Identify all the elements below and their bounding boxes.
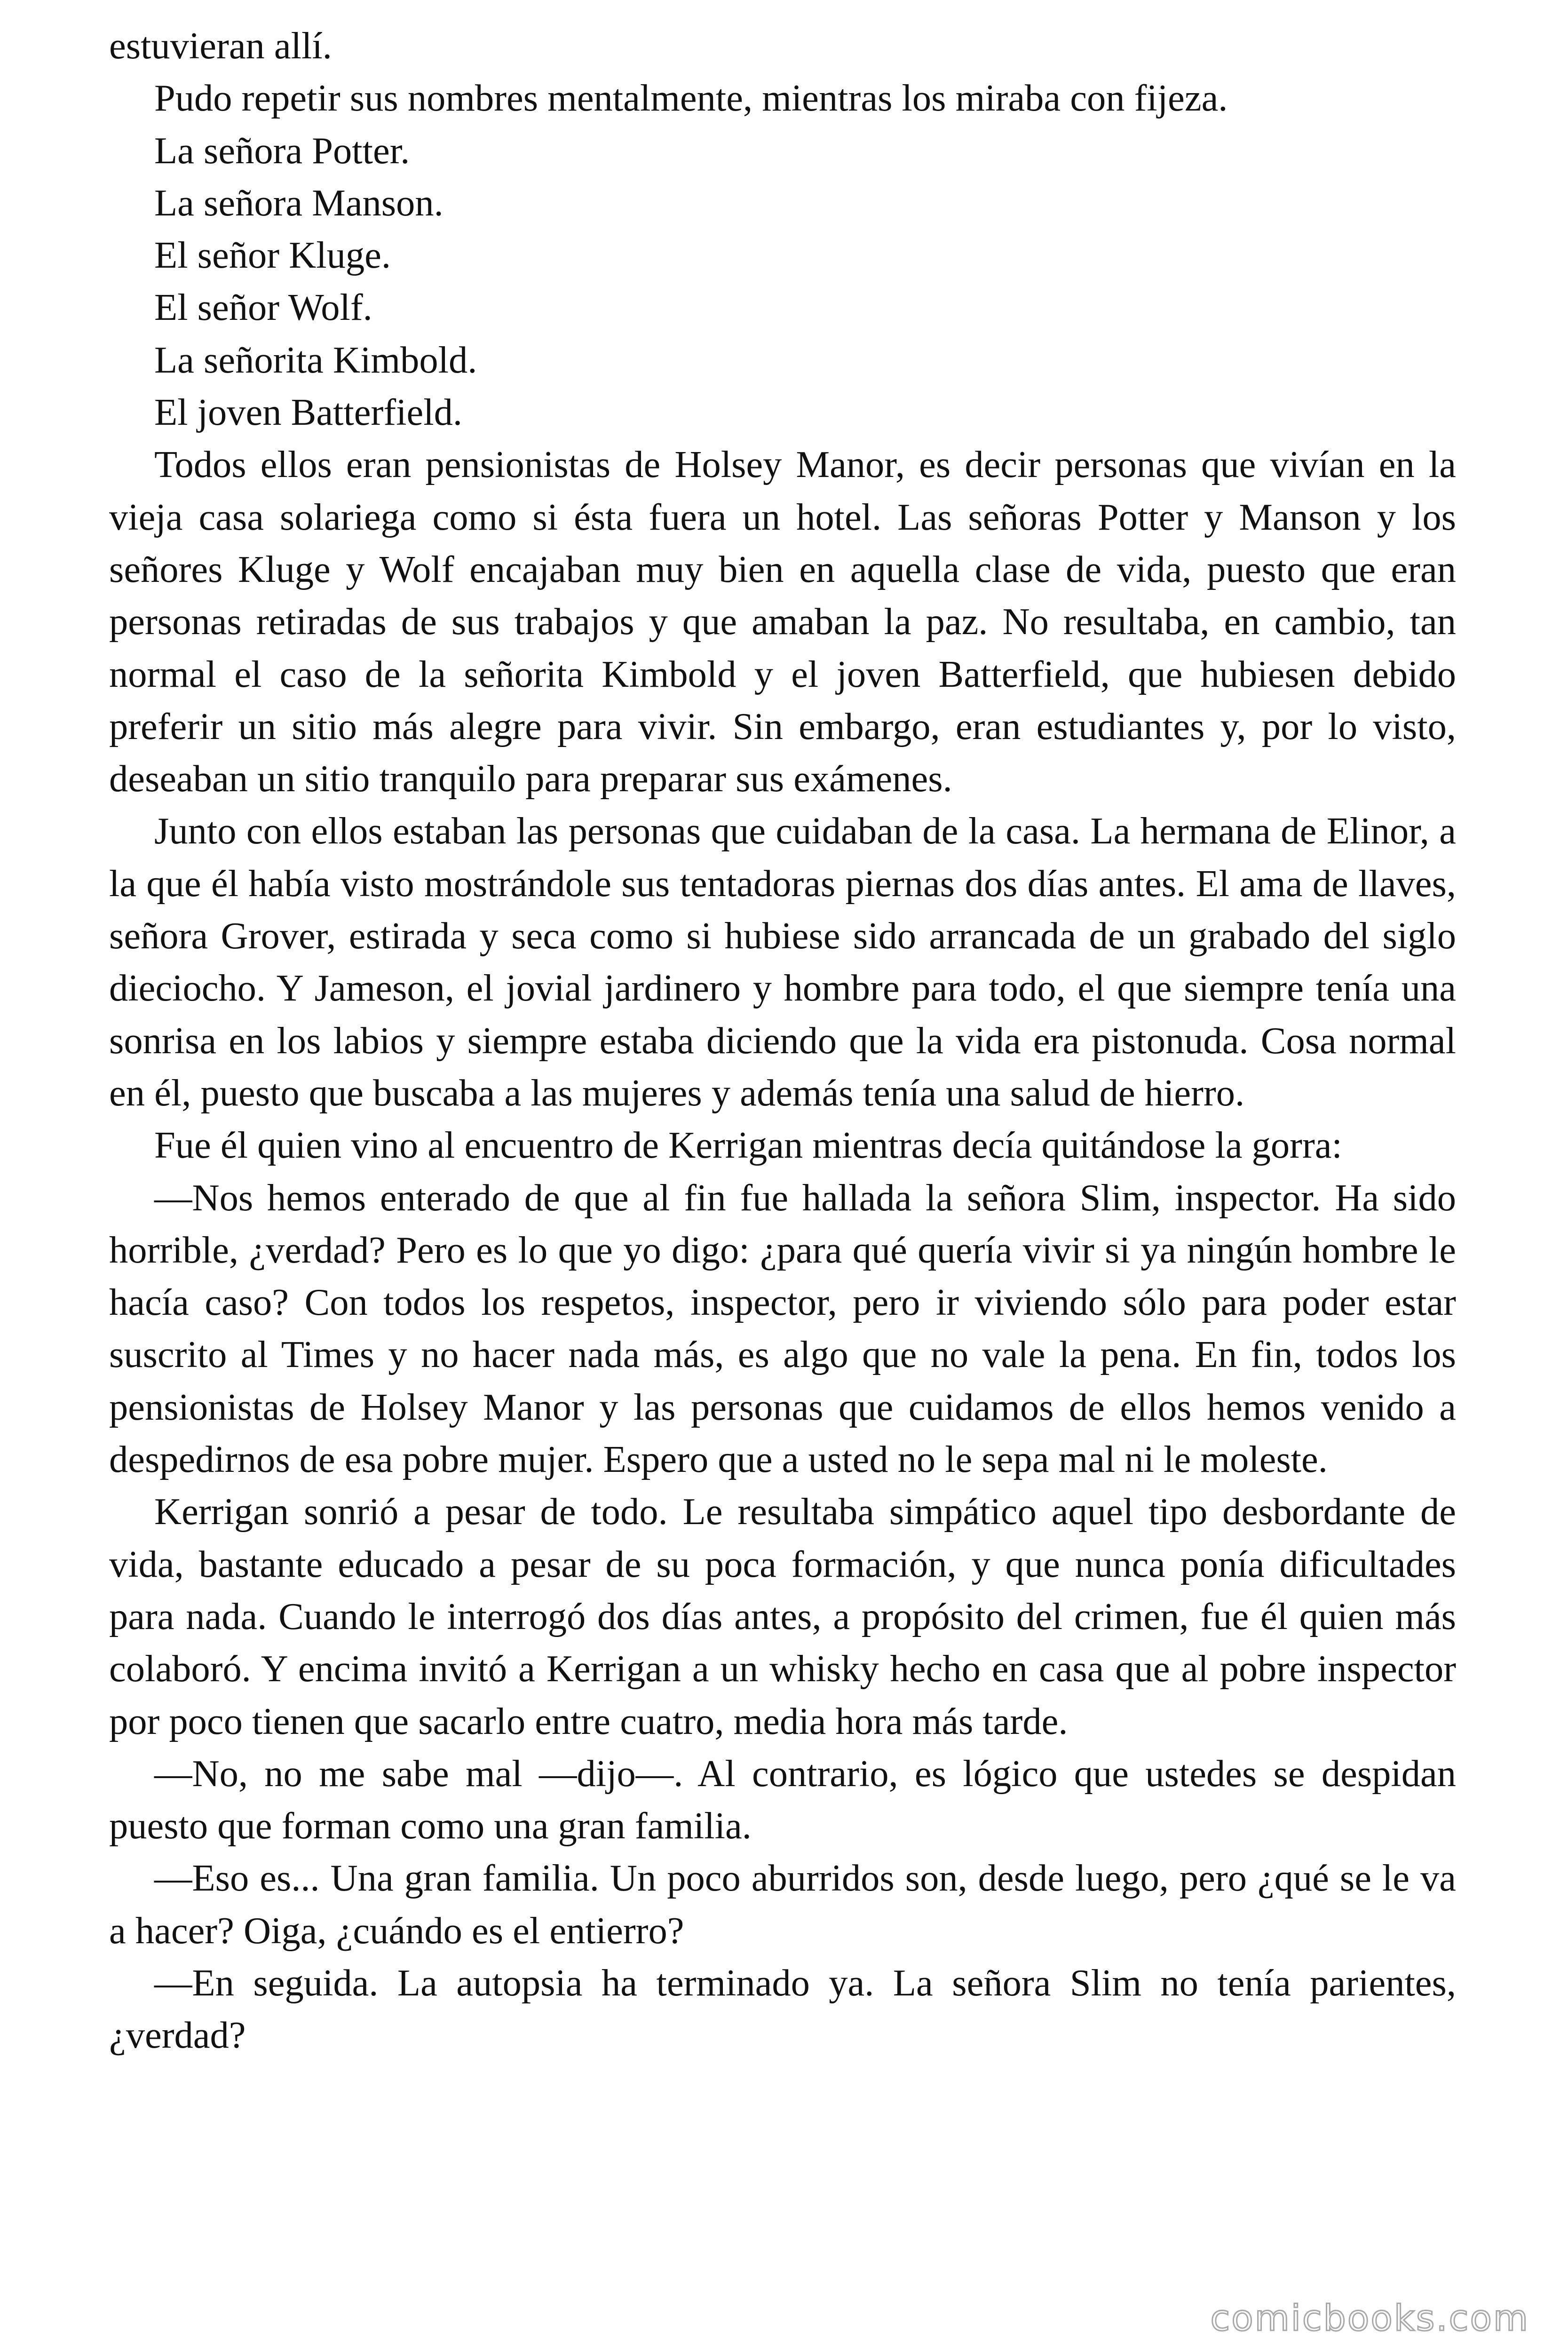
name-line: El señor Wolf. bbox=[154, 286, 372, 329]
dialogue-paragraph: —Eso es... Una gran familia. Un poco aburridos son, desde luego, pero ¿qué se le va a hacer? Oiga, ¿cuándo es el entierro? bbox=[109, 1857, 1456, 1952]
book-page bbox=[109, 20, 1456, 2062]
paragraph: Kerrigan sonrió a pesar de todo. Le resultaba simpático aquel tipo desbordante de vida, bastante educado a pesar de su poca formación, y que nunca ponía dificultades para nada. Cuando le interrogó dos días antes, a propósito del crimen, fue él quien más colaboró. Y encima invitó a Kerrigan a un whisky hecho en casa que al pobre inspector por poco tienen que sacarlo entre cuatro, media hora más tarde. bbox=[109, 1491, 1456, 1742]
watermark: comicbooks.com bbox=[1210, 2297, 1529, 2339]
paragraph: Fue él quien vino al encuentro de Kerrigan mientras decía quitándose la gorra: bbox=[154, 1124, 1342, 1167]
paragraph: Todos ellos eran pensionistas de Holsey Manor, es decir personas que vivían en la vieja casa solariega como si ésta fuera un hotel. Las señoras Potter y Manson y los señores Kluge y Wolf encajaban muy bien en aquella clase de vida, puesto que eran personas retiradas de sus trabajos y que amaban la paz. No resultaba, en cambio, tan normal el caso de la señorita Kimbold y el joven Batterfield, que hubiesen debido preferir un sitio más alegre para vivir. Sin embargo, eran estudiantes y, por lo visto, deseaban un sitio tranquilo para preparar sus exámenes. bbox=[109, 444, 1456, 800]
name-line: El joven Batterfield. bbox=[154, 391, 462, 434]
paragraph: Pudo repetir sus nombres mentalmente, mientras los miraba con fijeza. bbox=[154, 77, 1228, 119]
name-line: La señorita Kimbold. bbox=[154, 339, 477, 381]
dialogue-paragraph: —En seguida. La autopsia ha terminado ya. La señora Slim no tenía parientes, ¿verdad? bbox=[109, 1962, 1456, 2057]
paragraph: Junto con ellos estaban las personas que cuidaban de la casa. La hermana de Elinor, a la que él había visto mostrándole sus tentadoras piernas dos días antes. El ama de llaves, señora Grover, estirada y seca como si hubiese sido arrancada de un grabado del siglo dieciocho. Y Jameson, el jovial jardinero y hombre para todo, el que siempre tenía una sonrisa en los labios y siempre estaba diciendo que la vida era pistonuda. Cosa normal en él, puesto que buscaba a las mujeres y además tenía una salud de hierro. bbox=[109, 810, 1456, 1114]
name-line: El señor Kluge. bbox=[154, 234, 391, 277]
name-line: La señora Manson. bbox=[154, 182, 443, 224]
paragraph-continuation: estuvieran allí. bbox=[109, 25, 332, 67]
dialogue-paragraph: —Nos hemos enterado de que al fin fue hallada la señora Slim, inspector. Ha sido horrible, ¿verdad? Pero es lo que yo digo: ¿para qué quería vivir si ya ningún hombre le hacía caso? Con todos los respetos, inspector, pero ir viviendo sólo para poder estar suscrito al Times y no hacer nada más, es algo que no vale la pena. En fin, todos los pensionistas de Holsey Manor y las personas que cuidamos de ellos hemos venido a despedirnos de esa pobre mujer. Espero que a usted no le sepa mal ni le moleste. bbox=[109, 1176, 1456, 1481]
dialogue-paragraph: —No, no me sabe mal —dijo—. Al contrario, es lógico que ustedes se despidan puesto que forman como una gran familia. bbox=[109, 1752, 1456, 1847]
name-line: La señora Potter. bbox=[154, 129, 410, 172]
